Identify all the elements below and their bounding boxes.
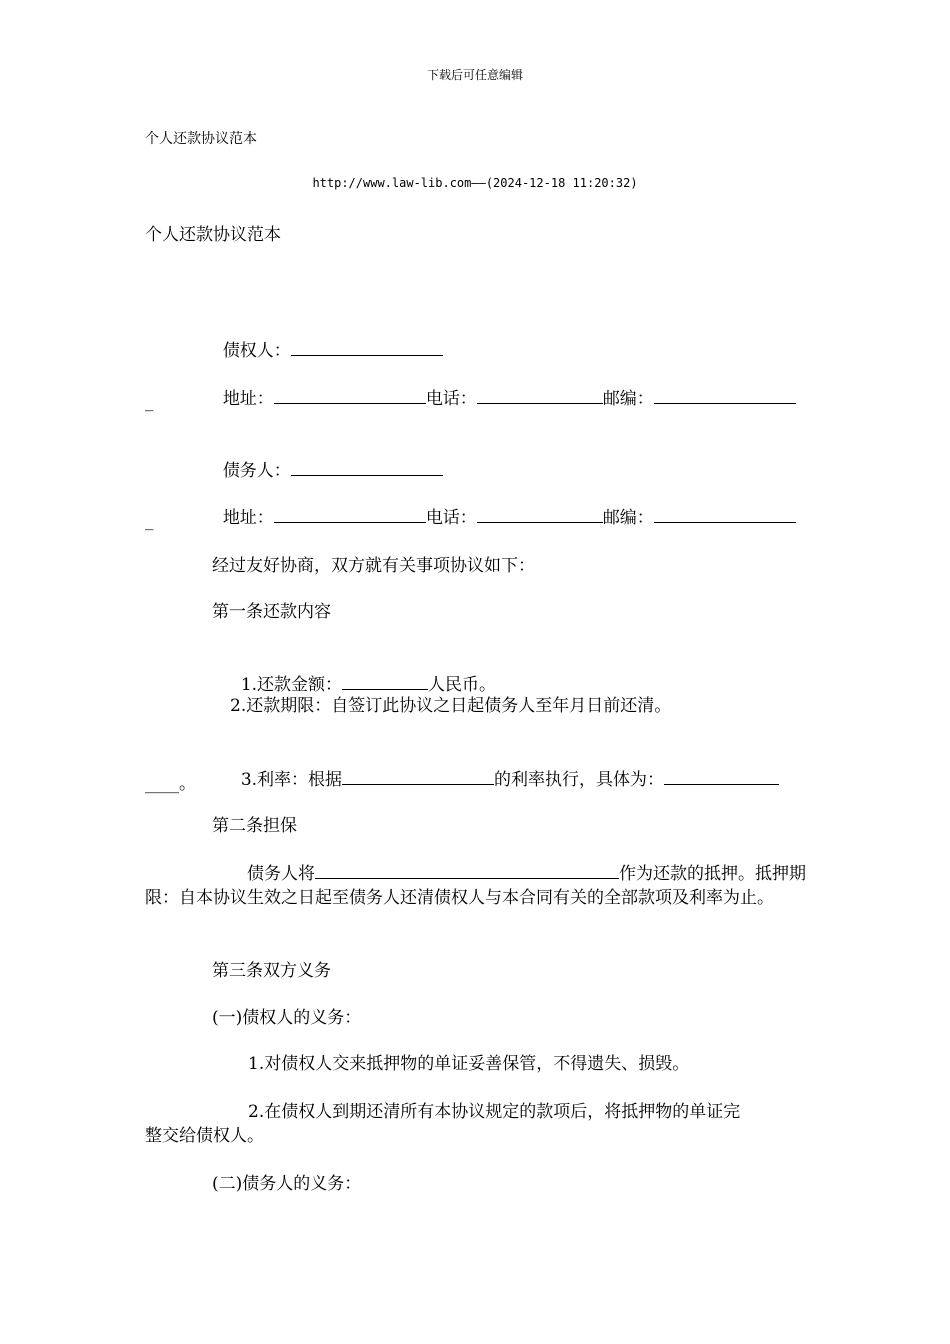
source-line: http://www.law-lib.com——(2024-12-18 11:20:32) (312, 176, 638, 190)
interest-detail-blank[interactable] (664, 767, 779, 785)
creditor-duty-1: 1.对债权人交来抵押物的单证妥善保管，不得遗失、损毁。 (248, 1054, 690, 1074)
debtor-phone-label: 电话： (425, 508, 477, 528)
header-note: 下载后可任意编辑 (426, 68, 523, 82)
debtor-zip-label: 邮编： (602, 508, 654, 528)
interest-basis-blank[interactable] (342, 767, 494, 785)
article1-item3-tail: ____。 (145, 774, 196, 794)
debtor-address-label: 地址： (222, 508, 274, 528)
creditor-duty-2-line2: 整交给债权人。 (145, 1126, 264, 1146)
debtor-zip-blank[interactable] (654, 505, 796, 523)
repay-amount-blank[interactable] (342, 672, 428, 690)
creditor-phone-blank[interactable] (477, 386, 603, 404)
creditor-wrap-underscore: _ (145, 392, 154, 412)
article1-heading: 第一条还款内容 (212, 602, 331, 622)
debtor-contact-line (212, 481, 796, 530)
interest-middle: 的利率执行，具体为： (494, 770, 665, 790)
article1-item2: 2.还款期限：自签订此协议之日起债务人至年月日前还清。 (230, 696, 672, 716)
creditor-contact-line (212, 362, 796, 411)
repay-amount-label: 1.还款金额： (240, 675, 343, 695)
interest-label: 3.利率：根据 (240, 770, 343, 790)
debtor-address-blank[interactable] (274, 505, 426, 523)
intro-text: 经过友好协商，双方就有关事项协议如下： (212, 556, 535, 576)
creditor-phone-label: 电话： (425, 389, 477, 409)
debtor-wrap-underscore: _ (145, 511, 154, 531)
creditor-duty-2-line1: 2.在债权人到期还清所有本协议规定的款项后，将抵押物的单证完 (248, 1102, 741, 1122)
doc-title-small: 个人还款协议范本 (145, 131, 257, 147)
creditor-line (212, 314, 443, 363)
debtor-name-blank[interactable] (291, 458, 443, 476)
collateral-blank[interactable] (315, 861, 619, 879)
creditor-address-blank[interactable] (274, 386, 426, 404)
debtor-duties-heading: (二)债务人的义务： (212, 1174, 362, 1194)
doc-title: 个人还款协议范本 (145, 225, 281, 245)
repay-amount-unit: 人民币。 (428, 675, 497, 695)
article2-heading: 第二条担保 (212, 816, 297, 836)
article2-body (145, 861, 807, 910)
creditor-zip-label: 邮编： (602, 389, 654, 409)
collateral-middle: 作为还款的抵押。抵 (619, 864, 772, 884)
creditor-duties-heading: (一)债权人的义务： (212, 1008, 362, 1028)
creditor-label: 债权人： (222, 341, 291, 361)
article1-item3 (230, 743, 779, 792)
creditor-address-label: 地址： (222, 389, 274, 409)
debtor-phone-blank[interactable] (477, 505, 603, 523)
collateral-rest: 押期限：自本协议生效之日起至债务人还清债权人与本合同有关的全部款项及利率为止。 (145, 864, 806, 908)
debtor-line (212, 434, 443, 483)
article1-item1 (230, 648, 496, 697)
debtor-label: 债务人： (222, 461, 291, 481)
article3-heading: 第三条双方义务 (212, 961, 331, 981)
creditor-name-blank[interactable] (291, 338, 443, 356)
collateral-prefix: 债务人将 (247, 864, 315, 884)
creditor-zip-blank[interactable] (654, 386, 796, 404)
